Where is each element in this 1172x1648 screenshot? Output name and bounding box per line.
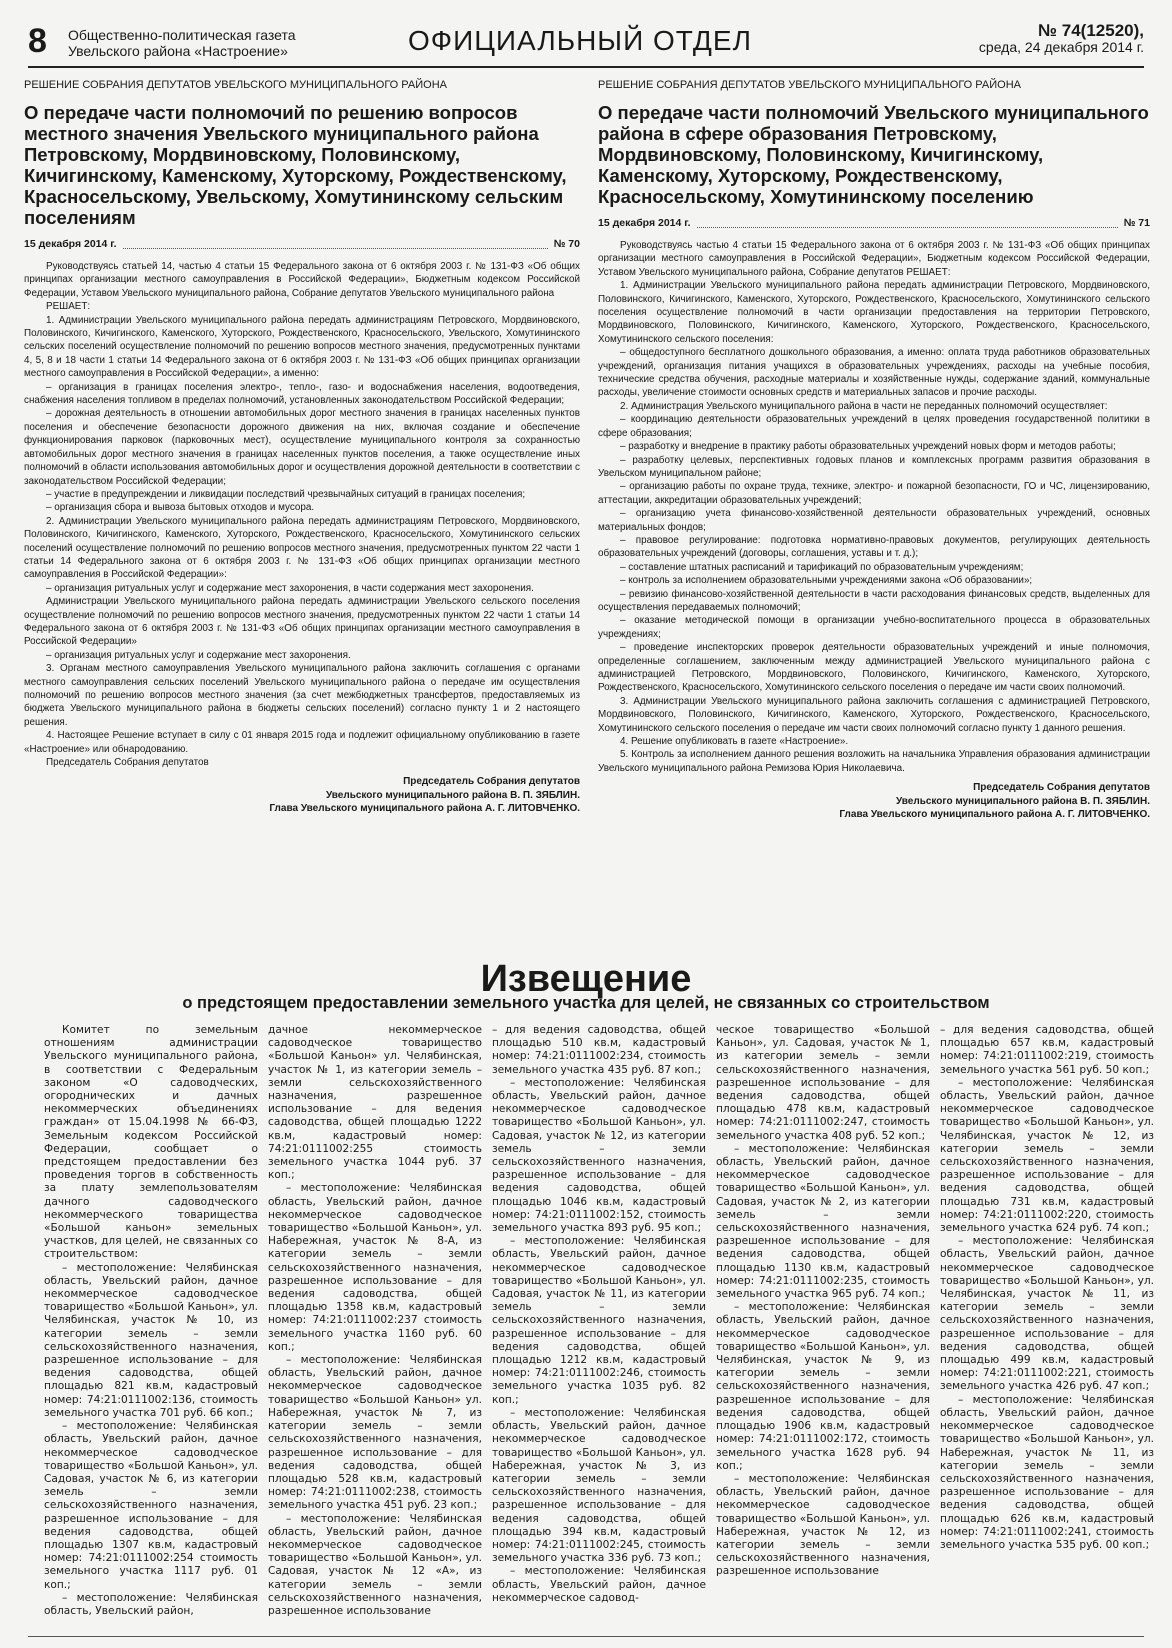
- notice-paragraph: дачное некоммерческое садоводческое товарищество «Большой Каньон» ул. Челябинская, участок № 1, из категории земель – земли сельскохозяйственного назначения, разрешенное использование – для ведения садоводства, общей площадью 1222 кв.м, кадастровый номер: 74:21:0111002:255 стоимость земельного участка 1044 руб. 37 коп.;: [268, 1024, 482, 1182]
- notice-paragraph: – местоположение: Челябинская область, Увельский район, дачное некоммерческое садоводческое товарищество «Большой Каньон», ул. Челябинская, участок № 11, из категории земель – земли сельскохозяйственного назначения, разрешенное использование – для ведения садоводства, общей площадью 499 кв.м, кадастровый номер: 74:21:0111002:221, стоимость земельного участка 426 руб. 47 коп.;: [940, 1235, 1154, 1393]
- notice-paragraph: – местоположение: Челябинская область, Увельский район, дачное некоммерческое садоводческое товарищество «Большой Каньон» ул. Набережная, участок № 7, из категории земель – земли сельскохозяйственного назначения, разрешенное использование – для ведения садоводства, общей площадью 528 кв.м, кадастровый номер: 74:21:0111002:238, стоимость земельного участка 451 руб. 23 коп.;: [268, 1354, 482, 1512]
- decision-number: № 71: [1123, 217, 1150, 229]
- paragraph: – правовое регулирование: подготовка нормативно-правовых документов, регулирующих деятельность образовательных учреждений (договоры, соглашения, уставы и т. д.);: [598, 534, 1150, 560]
- paragraph: – организацию работы по охране труда, технике, электро- и пожарной безопасности, ГО и ЧС, лицензированию, аттестации, аккредитации образовательных учреждений;: [598, 481, 1150, 506]
- notice-column-1: [44, 1024, 258, 1618]
- section-title: ОФИЦИАЛЬНЫЙ ОТДЕЛ: [408, 25, 752, 56]
- notice-paragraph: – местоположение: Челябинская область, Увельский район, дачное некоммерческое садоводческое товарищество «Большой Каньон», ул. Набережная, участок № 8-А, из категории земель – земли сельскохозяйственного назначения, разрешенное использование – для ведения садоводства, общей площадью 1358 кв.м, кадастровый номер: 74:21:0111002:237 стоимость земельного участка 1160 руб. 60 коп.;: [268, 1182, 482, 1353]
- notice-paragraph: – местоположение: Челябинская область, Увельский район, дачное некоммерческое садоводческое товарищество «Большой Каньон», ул. Челябинская, участок № 12, из категории земель – земли сельскохозяйственного назначения, разрешенное использование – для ведения садоводства, общей площадью 731 кв.м, кадастровый номер: 74:21:0111002:220, стоимость земельного участка 624 руб. 74 коп.;: [940, 1076, 1154, 1235]
- paragraph: – разработку и внедрение в практику работы образовательных учреждений новых форм и методов работы;: [620, 441, 1116, 453]
- paragraph: – разработку целевых, перспективных годовых планов и комплексных программ развития образования в Увельском муниципальном районе;: [598, 454, 1150, 479]
- notice-columns: [44, 1024, 1154, 1618]
- decision-headline: О передаче части полномочий по решению вопросов местного значения Увельского муниципального района Петровскому, Мордвиновскому, Половинскому, Кичигинскому, Каменскому, Хуторскому, Рождественскому, Красносельскому, Увельскому, Хомутининскому сельским поселениям: [24, 102, 567, 228]
- decision-dateline: [24, 238, 580, 250]
- paragraph: – оказание методической помощи в организации учебно-воспитательного процесса в образовательных учреждениях;: [598, 615, 1150, 640]
- paragraph: – ревизию финансово-хозяйственной деятельности в части расходования финансовых средств, выделенных для осуществления передаваемых полномочий;: [598, 588, 1150, 613]
- paragraph: 2. Администрации Увельского муниципального района передать администрациям Петровского, Мордвиновского, Половинского, Кичигинского, Каменского, Хуторского, Рождественского, Красносельского, Хомутининского сельских поселений осуществление полномочий по решению вопросов местного значения, предусмотренных пунктом 22 части 1 статьи 14 Федерального закона от 6 октября 2003 г. № 131-ФЗ «Об общих принципах организации местного самоуправления в Российской Федерации»:: [24, 515, 580, 581]
- issue-number: № 74(12520),: [1038, 21, 1144, 40]
- notice-paragraph: – для ведения садоводства, общей площадью 657 кв.м, кадастровый номер: 74:21:0111002:219, стоимость земельного участка 561 руб. 50 коп.;: [940, 1024, 1154, 1076]
- dotted-leader: [697, 219, 1118, 228]
- paragraph: Председатель Собрания депутатов: [46, 757, 209, 769]
- notice-paragraph: – местоположение: Челябинская область, Увельский район, дачное некоммерческое садоводческое товарищество «Большой Каньон», ул. Набережная, участок № 3, из категории земель – земли сельскохозяйственного назначения, разрешенное использование – для ведения садоводства, общей площадью 394 кв.м, кадастровый номер: 74:21:0111002:245, стоимость земельного участка 336 руб. 73 коп.;: [492, 1406, 706, 1565]
- notice-column-2: [268, 1024, 482, 1618]
- signature-block: [24, 775, 580, 816]
- notice-paragraph: – местоположение: Челябинская область, Увельский район, дачное некоммерческое садоводческое товарищество «Большой Каньон», ул. Садовая, участок № 11, из категории земель – земли сельскохозяйственного назначения, разрешенное использование – для ведения садоводства, общей площадью 1212 кв.м, кадастровый номер: 74:21:0111002:246, стоимость земельного участка 1035 руб. 82 коп.;: [492, 1235, 706, 1406]
- issue-date: среда, 24 декабря 2014 г.: [978, 39, 1144, 55]
- notice-column-3: [492, 1024, 706, 1618]
- notice-paragraph: – местоположение: Челябинская область, Увельский район, дачное некоммерческое садоводческое товарищество «Большой Каньон», ул. Набережная, участок № 11, из категории земель – земли сельскохозяйственного назначения, разрешенное использование – для ведения садоводства, общей площадью 626 кв.м, кадастровый номер: 74:21:0111002:241, стоимость земельного участка 535 руб. 00 коп.;: [940, 1393, 1154, 1551]
- notice-paragraph: – местоположение: Челябинская область, Увельский район, дачное некоммерческое садоводческое товарищество «Большой Каньон», ул. Садовая, участок № 6, из категории земель – земли сельскохозяйственного назначения, разрешенное использование – для ведения садоводства, общей площадью 1307 кв.м, кадастровый номер: 74:21:0111002:254 стоимость земельного участка 1117 руб. 01 коп.;: [44, 1420, 258, 1591]
- notice-paragraph: – местоположение: Челябинская область, Увельский район, дачное некоммерческое садоводческое товарищество «Большой Каньон», ул. Садовая, участок № 12 «А», из категории земель – земли сельскохозяйственного назначения, разрешенное использование: [268, 1512, 482, 1617]
- decision-kicker: РЕШЕНИЕ СОБРАНИЯ ДЕПУТАТОВ УВЕЛЬСКОГО МУНИЦИПАЛЬНОГО РАЙОНА: [24, 79, 447, 91]
- issue-info: [979, 22, 1144, 56]
- paragraph: Администрации Увельского муниципального района передать администрации Увельского сельского поселения осуществление полномочий по решению вопросов местного значения, предусмотренных пунктом 22 части 1 статьи 14 Федерального закона от 6 октября 2003 г. № 131-ФЗ «Об общих принципах организации местного самоуправления в Российской Федерации»: [24, 596, 580, 648]
- notice-paragraph: – местоположение: Челябинская область, Увельский район, дачное некоммерческое садоводческое товарищество «Большой Каньон», ул. Челябинская, участок № 10, из категории земель – земли сельскохозяйственного назначения, разрешенное использование – для ведения садоводства, общей площадью 821 кв.м, кадастровый номер: 74:21:0111002:136, стоимость земельного участка 701 руб. 66 коп.;: [44, 1261, 258, 1419]
- notice-column-5: [940, 1024, 1154, 1618]
- paragraph: – контроль за исполнением образовательными учреждениями закона «Об образовании»;: [620, 575, 1033, 587]
- decision-71: [598, 78, 1150, 822]
- dotted-leader: [123, 240, 548, 249]
- notice-paragraph: – местоположение: Челябинская область, Увельский район, дачное некоммерческое садоводческое товарищество «Большой Каньон», ул. Садовая, участок № 2, из категории земель – земли сельскохозяйственного назначения, разрешенное использование – для ведения садоводства, общей площадью 1130 кв.м, кадастровый номер: 74:21:0111002:235, стоимость земельного участка 965 руб. 74 коп.;: [716, 1142, 930, 1301]
- paragraph: – координацию деятельности образовательных учреждений в целях проведения государственной политики в сфере образования;: [598, 414, 1150, 439]
- notice-title: Извещение: [480, 958, 692, 1000]
- paragraph: Руководствуясь частью 4 статьи 15 Федерального закона от 6 октября 2003 г. № 131-ФЗ «Об общих принципах организации местного самоуправления в Российской Федерации», Бюджетным кодексом Российской Федерации, Уставом Увельского муниципального района, Собрание депутатов РЕШАЕТ:: [598, 240, 1150, 278]
- paragraph: – общедоступного бесплатного дошкольного образования, а именно: оплата труда работников образовательных учреждений, организация питания учащихся в образовательных учреждениях, расходы на учебные пособия, технические средства обучения, расходные материалы и хозяйственные нужды, содержание зданий, коммунальные расходы, увеличение стоимости основных средств и материальных запасов и прочие расходы.: [598, 347, 1150, 399]
- paragraph: 2. Администрация Увельского муниципального района в части не переданных полномочий осуществляет:: [620, 400, 1108, 412]
- notice-subtitle: о предстоящем предоставлении земельного участка для целей, не связанных со строительством: [182, 994, 990, 1012]
- decision-headline: О передаче части полномочий Увельского муниципального района в сфере образования Петровскому, Мордвиновскому, Половинскому, Кичигинскому, Каменскому, Хуторскому, Рождественскому, Красносельскому, Хомутининскому поселению: [598, 102, 1149, 207]
- decision-body: [24, 260, 580, 769]
- notice-paragraph: – местоположение: Челябинская область, Увельский район,: [44, 1591, 258, 1617]
- signature-line: Председатель Собрания депутатов: [973, 782, 1150, 794]
- notice-paragraph: ческое товарищество «Большой Каньон», ул. Садовая, участок № 1, из категории земель – земли сельскохозяйственного назначения, разрешенное использование – для ведения садоводства, общей площадью 478 кв.м, кадастровый номер: 74:21:0111002:247, стоимость земельного участка 408 руб. 52 коп.;: [716, 1024, 930, 1142]
- decision-dateline: [598, 217, 1150, 229]
- paragraph: Руководствуясь статьей 14, частью 4 статьи 15 Федерального закона от 6 октября 2003 г. № 131-ФЗ «Об общих принципах организации местного самоуправления в Российской Федерации», Бюджетным кодексом Российской Федерации, Уставом Увельского муниципального района, Собрание депутатов Увельского муниципального района: [24, 261, 580, 299]
- paragraph: 5. Контроль за исполнением данного решения возложить на начальника Управления образования администрации Увельского муниципального района Ремизова Юрия Николаевича.: [598, 749, 1150, 774]
- paragraph: 1. Администрации Увельского муниципального района передать администрации Петровского, Мордвиновского, Половинского, Кичигинского, Каменского, Хуторского, Рождественского, Красносельского, Хомутининского сельского поселения осуществление полномочий в части организации предоставления на территории Петровского, Мордвиновского, Половинского, Кичигинского, Каменского, Хуторского, Рождественского, Красносельского, Хомутининского сельского поселения:: [598, 280, 1150, 345]
- paragraph: 3. Органам местного самоуправления Увельского муниципального района заключить соглашения с органами местного самоуправления сельских поселений Увельского муниципального района о передаче им осуществления полномочий по решению вопросов местного значения (за счет межбюджетных трансфертов, предоставляемых из бюджета Увельского муниципального района в бюджеты сельских поселений) согласно пункту 1 и 2 настоящего решения.: [24, 663, 580, 728]
- newspaper-name-line2: Увельского района «Настроение»: [68, 43, 288, 59]
- decision-number: № 70: [553, 238, 580, 250]
- masthead: [28, 22, 1144, 62]
- notice-column-4: [716, 1024, 930, 1618]
- decision-date: 15 декабря 2014 г.: [598, 217, 691, 229]
- notice-paragraph: – местоположение: Челябинская область, Увельский район, дачное некоммерческое садоводческое товарищество «Большой Каньон», ул. Набережная, участок № 12, из категории земель – земли сельскохозяйственного назначения, разрешенное использование: [716, 1472, 930, 1578]
- decision-kicker: РЕШЕНИЕ СОБРАНИЯ ДЕПУТАТОВ УВЕЛЬСКОГО МУНИЦИПАЛЬНОГО РАЙОНА: [598, 79, 1021, 91]
- signature-line: Увельского муниципального района В. П. ЗЯБЛИН.: [895, 795, 1150, 807]
- signature-line: Увельского муниципального района В. П. ЗЯБЛИН.: [325, 789, 580, 801]
- paragraph: – организация сбора и вывоза бытовых отходов и мусора.: [46, 502, 315, 514]
- paragraph: – проведение инспекторских проверок деятельности образовательных учреждений и иные полномочия, определенные соглашением, заключенным между администрацией Увельского муниципального района с администрацией Петровского, Мордвиновского, Половинского, Кичигинского, Каменского, Хуторского, Рождественского, Красносельского, Хомутининского сельского поселения о передаче им части своих полномочий.: [598, 642, 1150, 694]
- decision-body: [598, 239, 1150, 775]
- paragraph: – составление штатных расписаний и тарификаций по образовательным учреждениям;: [620, 561, 1024, 573]
- paragraph: – организация ритуальных услуг и содержание мест захоронения, в части содержания мест захоронения.: [46, 582, 534, 594]
- signature-line: Глава Увельского муниципального района А. Г. ЛИТОВЧЕНКО.: [839, 809, 1150, 821]
- paragraph: – организацию учета финансово-хозяйственной деятельности образовательных учреждений, основных материальных фондов;: [598, 508, 1150, 533]
- decision-70: [24, 78, 580, 816]
- paragraph: РЕШАЕТ:: [46, 301, 91, 313]
- paragraph: – участие в предупреждении и ликвидации последствий чрезвычайных ситуаций в границах поселения;: [46, 488, 526, 500]
- signature-block: [598, 781, 1150, 822]
- paragraph: – организация в границах поселения электро-, тепло-, газо- и водоснабжения населения, водоотведения, снабжения населения топливом в пределах полномочий, установленных законодательством Российской Федерации;: [24, 381, 580, 407]
- newspaper-name: [68, 27, 296, 59]
- notice-paragraph: – местоположение: Челябинская область, Увельский район, дачное некоммерческое садоводческое товарищество «Большой Каньон», ул. Садовая, участок № 12, из категории земель – земли сельскохозяйственного назначения, разрешенное использование – для ведения садоводства, общей площадью 1046 кв.м, кадастровый номер: 74:21:0111002:152, стоимость земельного участка 893 руб. 95 коп.;: [492, 1076, 706, 1235]
- notice-paragraph: – для ведения садоводства, общей площадью 510 кв.м, кадастровый номер: 74:21:0111002:234, стоимость земельного участка 435 руб. 87 коп.;: [492, 1024, 706, 1076]
- notice-paragraph: Комитет по земельным отношениям администрации Увельского муниципального района, в соответствии с Федеральным законом «О садоводческих, огороднических и дачных некоммерческих объединениях граждан» от 15.04.1998 № 66-ФЗ, Земельным кодексом Российской Федерации, сообщает о предстоящем предоставлении без проведения торгов в собственность за плату землепользователям дачного садоводческого некоммерческого товарищества «Большой каньон» земельных участков, для целей, не связанных со строительством:: [44, 1024, 258, 1261]
- notice-paragraph: – местоположение: Челябинская область, Увельский район, дачное некоммерческое садовод-: [492, 1565, 706, 1604]
- signature-line: Председатель Собрания депутатов: [403, 776, 580, 788]
- paragraph: 1. Администрации Увельского муниципального района передать администрациям Петровского, Мордвиновского, Половинского, Кичигинского, Каменского, Хуторского, Рождественского, Красносельского, Увельского, Хомутининского сельских поселений осуществление полномочий по решению вопросов местного значения, предусмотренных пунктами 4, 5, 8 и 18 части 1 статьи 14 Федерального закона от 6 октября 2003 г. № 131-ФЗ «Об общих принципах организации местного самоуправления в Российской Федерации», а именно:: [24, 314, 580, 380]
- paragraph: – дорожная деятельность в отношении автомобильных дорог местного значения в границах населенных пунктов поселения и обеспечение безопасности дорожного движения на них, включая создание и обеспечение функционирования парковок (парковочных мест), осуществление муниципального контроля за сохранностью автомобильных дорог местного значения в границах населенных пунктов поселения, а также осуществление иных полномочий в области использования автомобильных дорог и осуществления дорожной деятельности в соответствии с законодательством Российской Федерации;: [24, 408, 580, 487]
- paragraph: 4. Решение опубликовать в газете «Настроение».: [620, 736, 849, 748]
- newspaper-name-line1: Общественно-политическая газета: [68, 27, 296, 43]
- page-bottom-rule: [28, 1636, 1144, 1637]
- paragraph: 3. Администрации Увельского муниципального района заключить соглашения с администрацией Петровского, Мордвиновского, Половинского, Кичигинского, Каменского, Хуторского, Рождественского, Красносельского, Хомутининского сельского поселения о передаче им части своих полномочий согласно пункту 1 данного решения.: [598, 695, 1150, 734]
- decision-date: 15 декабря 2014 г.: [24, 238, 117, 250]
- page-number: 8: [28, 22, 47, 60]
- signature-line: Глава Увельского муниципального района А. Г. ЛИТОВЧЕНКО.: [269, 803, 580, 815]
- paragraph: – организация ритуальных услуг и содержание мест захоронения.: [46, 649, 351, 661]
- paragraph: 4. Настоящее Решение вступает в силу с 01 января 2015 года и подлежит официальному опубликованию в газете «Настроение» или обнародованию.: [24, 730, 580, 755]
- notice-paragraph: – местоположение: Челябинская область, Увельский район, дачное некоммерческое садоводческое товарищество «Большой Каньон», ул. Челябинская, участок № 9, из категории земель – земли сельскохозяйственного назначения, разрешенное использование – для ведения садоводства, общей площадью 1906 кв.м, кадастровый номер: 74:21:0111002:172, стоимость земельного участка 1628 руб. 94 коп.;: [716, 1301, 930, 1472]
- masthead-divider: [28, 66, 1144, 68]
